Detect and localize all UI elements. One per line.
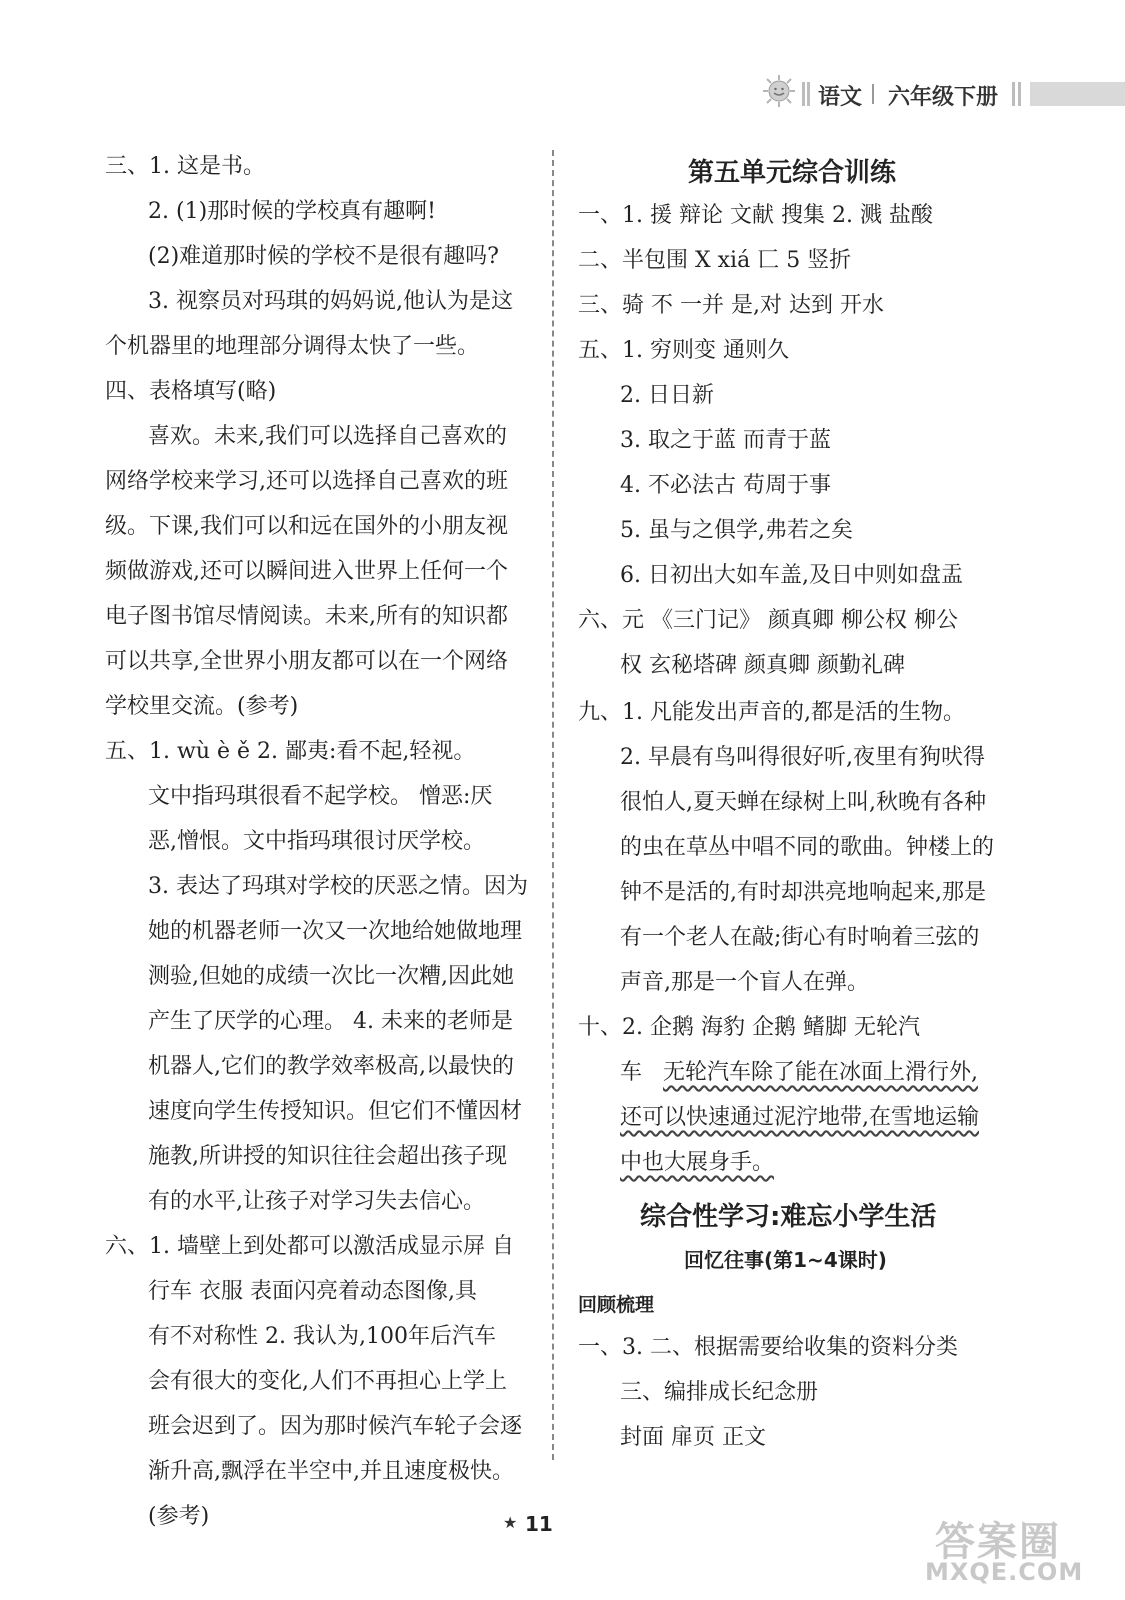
unit-title: 第五单元综合训练 [688,158,897,188]
answer-line: 网络学校来学习,还可以选择自己喜欢的班 [105,469,508,494]
answer-line: 5. 虽与之俱学,弗若之矣 [620,518,853,543]
answer-line: 2. 日日新 [620,383,714,408]
answer-line: 六、1. 墙壁上到处都可以激活成显示屏 自 [105,1234,514,1259]
sun-face-icon [762,74,796,108]
answer-line: 四、表格填写(略) [105,379,277,404]
column-divider [552,150,554,1460]
page-number: 11 [525,1512,553,1536]
answer-line: 可以共享,全世界小朋友都可以在一个网络 [105,649,508,674]
answer-line: 学校里交流。(参考) [105,694,299,719]
answer-line: 产生了厌学的心理。 4. 未来的老师是 [148,1009,513,1034]
header-bar [1012,82,1015,106]
answer-line: 班会迟到了。因为那时候汽车轮子会逐 [148,1414,523,1439]
wavy-underlined-text: 中也大展身手。 [620,1150,775,1175]
answer-line: (2)难道那时候的学校不是很有趣吗? [148,244,499,269]
answer-line: 很怕人,夏天蝉在绿树上叫,秋晚有各种 [620,790,986,815]
answer-line: 有不对称性 2. 我认为,100年后汽车 [148,1324,496,1349]
answer-line: 十、2. 企鹅 海豹 企鹅 鳍脚 无轮汽 [578,1015,920,1040]
watermark-text: 答案圈 [935,1519,1061,1565]
answer-line: 级。下课,我们可以和远在国外的小朋友视 [105,514,508,539]
answer-line: 速度向学生传授知识。但它们不懂因材 [148,1099,523,1124]
answer-line: 五、1. wù è ě 2. 鄙夷:看不起,轻视。 [105,739,476,764]
answer-line: 的虫在草丛中唱不同的歌曲。钟楼上的 [620,835,995,860]
answer-line: 2. (1)那时候的学校真有趣啊! [148,199,436,224]
answer-line: 3. 取之于蓝 而青于蓝 [620,428,831,453]
answer-line: 恶,憎恨。文中指玛琪很讨厌学校。 [148,829,485,854]
answer-line: 九、1. 凡能发出声音的,都是活的生物。 [578,700,965,725]
review-heading: 回顾梳理 [578,1294,655,1316]
answer-line: 渐升高,飘浮在半空中,并且速度极快。 [148,1459,514,1484]
answer-line: 封面 扉页 正文 [620,1425,766,1450]
wavy-underlined-text: 还可以快速通过泥泞地带,在雪地运输 [620,1105,979,1130]
answer-line: 个机器里的地理部分调得太快了一些。 [105,334,480,359]
watermark-url: MXQE.COM [925,1558,1084,1586]
star-icon: ★ [503,1513,518,1532]
answer-line: 权 玄秘塔碑 颜真卿 颜勤礼碑 [620,653,905,678]
answer-line: 三、1. 这是书。 [105,154,265,179]
answer-line: 4. 不必法古 苟周于事 [620,473,831,498]
header-bar [807,82,810,106]
answer-line: 声音,那是一个盲人在弹。 [620,970,869,995]
page-header [760,70,1125,120]
answer-line: 频做游戏,还可以瞬间进入世界上任何一个 [105,559,508,584]
answer-line: 一、3. 二、根据需要给收集的资料分类 [578,1335,958,1360]
section-subtitle: 回忆往事(第1~4课时) [684,1248,887,1272]
section-title: 综合性学习:难忘小学生活 [640,1202,937,1232]
answer-line: 有的水平,让孩子对学习失去信心。 [148,1189,485,1214]
answer-line: 喜欢。未来,我们可以选择自己喜欢的 [148,424,507,449]
answer-line: 3. 表达了玛琪对学校的厌恶之情。因为 [148,874,528,899]
answer-line: 她的机器老师一次又一次地给她做地理 [148,919,523,944]
answer-text: 车 [620,1060,643,1085]
answer-line: 施教,所讲授的知识往往会超出孩子现 [148,1144,507,1169]
header-bar [802,82,805,106]
answer-line [620,1058,978,1088]
header-bar [1018,82,1021,106]
answer-line: 6. 日初出大如车盖,及日中则如盘盂 [620,563,963,588]
answer-line: 二、半包围 X xiá 匸 5 竖折 [578,248,852,273]
header-gray-band [1030,82,1125,106]
answer-line: 五、1. 穷则变 通则久 [578,338,789,363]
answer-line: 钟不是活的,有时却洪亮地响起来,那是 [620,880,986,905]
header-separator [872,84,874,104]
answer-line: 行车 衣服 表面闪亮着动态图像,具 [148,1279,477,1304]
answer-line: 一、1. 援 辩论 文献 搜集 2. 溅 盐酸 [578,203,933,228]
answer-line: 三、编排成长纪念册 [620,1380,819,1405]
answer-line: 机器人,它们的教学效率极高,以最快的 [148,1054,514,1079]
answer-line: 2. 早晨有鸟叫得很好听,夜里有狗吠得 [620,745,985,770]
grade-label: 六年级下册 [888,85,999,110]
wavy-underlined-text: 无轮汽车除了能在冰面上滑行外, [663,1060,978,1085]
subject-label: 语文 [818,85,863,110]
answer-line: 有一个老人在敲;街心有时响着三弦的 [620,925,980,950]
answer-line: 电子图书馆尽情阅读。未来,所有的知识都 [105,604,508,629]
answer-line: 文中指玛琪很看不起学校。 憎恶:厌 [148,784,493,809]
watermark [905,1510,1115,1590]
answer-line: (参考) [148,1504,210,1529]
answer-line: 会有很大的变化,人们不再担心上学上 [148,1369,507,1394]
answer-line: 六、元 《三门记》 颜真卿 柳公权 柳公 [578,608,958,633]
answer-line: 测验,但她的成绩一次比一次糟,因此她 [148,964,514,989]
answer-line: 3. 视察员对玛琪的妈妈说,他认为是这 [148,289,513,314]
answer-line: 三、骑 不 一并 是,对 达到 开水 [578,293,884,318]
